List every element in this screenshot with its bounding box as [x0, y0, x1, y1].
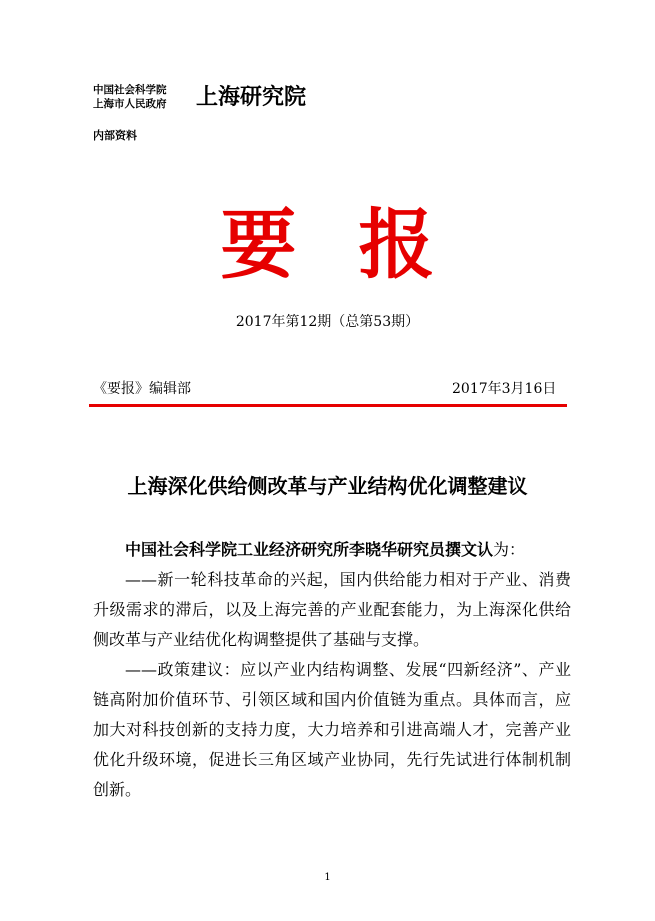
org-line-shanghai-government: 上海市人民政府 — [93, 98, 167, 110]
red-divider — [89, 404, 567, 407]
body-paragraph-policy: ——政策建议：应以产业内结构调整、发展“四新经济”、产业链高附加价值环节、引领区域和国内价值链为重点。具体而言，应加大对科技创新的支持力度，大力培养和引进高端人才，完善产业优化升级环境，促进长三角区域产业协同，先行先试进行体制机制创新。 — [93, 660, 571, 799]
article-body — [93, 535, 571, 805]
org-line-cass: 中国社会科学院 — [93, 84, 167, 96]
publication-date: 2017年3月16日 — [452, 381, 557, 397]
organization-names — [93, 83, 193, 111]
article-title: 上海深化供给侧改革与产业结构优化调整建议 — [127, 474, 528, 498]
editorial-department: 《要报》编辑部 — [93, 381, 191, 397]
lead-continuation: 为： — [493, 540, 526, 559]
lead-author-statement: 中国社会科学院工业经济研究所李晓华研究员撰文认 — [125, 540, 494, 559]
institute-name: 上海研究院 — [196, 84, 307, 110]
lead-paragraph — [93, 535, 571, 565]
issue-number: 2017年第12期（总第53期） — [235, 314, 420, 330]
masthead-title: 要报 — [220, 200, 497, 289]
classification-label: 内部资料 — [93, 129, 137, 142]
body-paragraph-background: ——新一轮科技革命的兴起，国内供给能力相对于产业、消费升级需求的滞后，以及上海完善的产业配套能力，为上海深化供给侧改革与产业结优化构调整提供了基础与支撑。 — [93, 570, 571, 649]
page-number: 1 — [324, 872, 331, 883]
